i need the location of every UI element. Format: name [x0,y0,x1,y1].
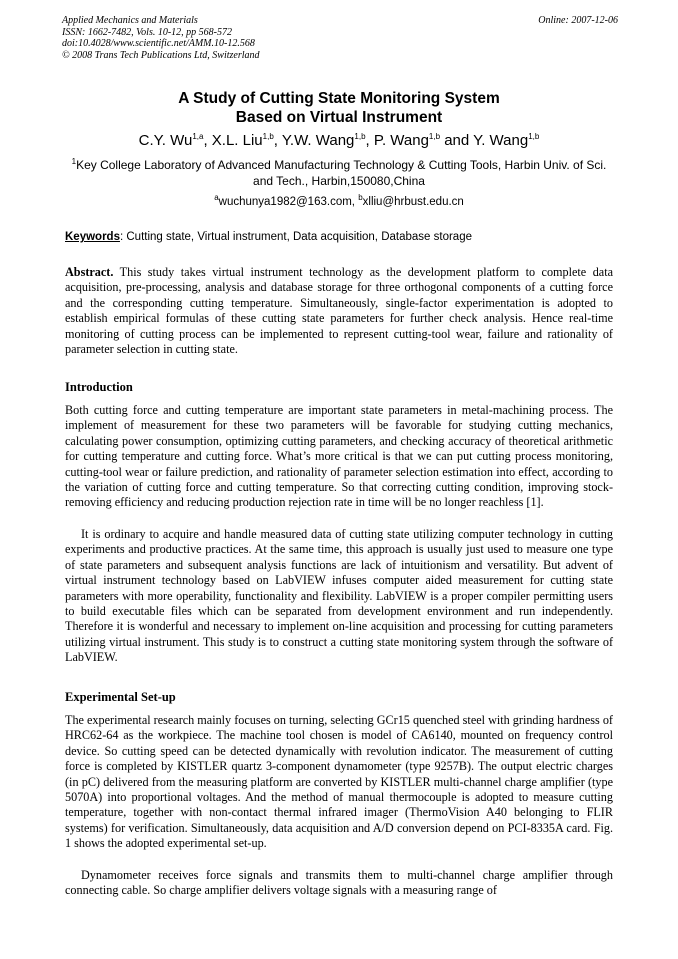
affiliation [66,157,612,189]
email-a-superscript: a [214,193,219,203]
author-name: C.Y. Wu [138,132,193,149]
author-superscript: 1,b [428,132,441,141]
paper-title-line-1: A Study of Cutting State Monitoring System [178,90,500,107]
keywords-label: Keywords [65,231,120,243]
author-name: X.L. Liu [211,132,263,149]
author-superscript: 1,b [354,132,366,141]
journal-header [62,15,618,61]
doi-line: doi:10.4028/www.scientific.net/AMM.10-12.568 [62,38,255,49]
setup-paragraph-1: The experimental research mainly focuses on turning, selecting GCr15 quenched steel with grinding hardness of HRC62-64 as the workpiece. The machine tool chosen is model of CA6140, mounted on frequency control device. So cutting speed can be detected dynamically with revolution indicator. The measurement of cutting force is completed by KISTLER quartz 3-component dynamometer (type 9257B). The output electric charges (in pC) delivered from the measuring platform are converted by KISTLER multi-channel charge amplifier (type 5070A) into proportional voltages. And the method of manual thermocouple is adopted to measure cutting temperature, together with non-contact thermal infrared imager (ThermoVision A40 belonging to FLIR systems) for verification. Simultaneously, data acquisition and A/D conversion depend on PCI-8335A card. Fig. 1 shows the adopted experimental set-up. [65,713,613,851]
introduction-paragraph-1: Both cutting force and cutting temperature are important state parameters in metal-machining process. The implement of measurement for these two parameters will be favorable for studying cutting mechanics, calculating power consumption, optimizing cutting parameters, and checking accuracy of theoretical arithmetic for cutting temperature and cutting force. What’s more critical is that we can put cutting process monitoring, cutting-tool wear or failure prediction, and rationality of parameter selection estimation into effect, according to the variation of cutting force and cutting temperature. So that correcting cutting condition, improving stock-removing efficiency and reducing production rejection rate in time will be no longer reachless [1]. [65,403,613,510]
author-separator: , [273,132,282,149]
keywords-text: Cutting state, Virtual instrument, Data acquisition, Database storage [123,231,472,243]
author-separator: and [440,132,474,149]
paper-title-line-2: Based on Virtual Instrument [235,109,443,126]
author-separator: , [203,132,212,149]
affiliation-text: Key College Laboratory of Advanced Manufacturing Technology & Cutting Tools, Harbin Univ. of Sci. and Tech., Harbin,150080,China [76,158,607,188]
author-name: P. Wang [373,132,429,149]
setup-paragraph-2: Dynamometer receives force signals and transmits them to multi-channel charge amplifier through connecting cable. So charge amplifier delivers voltage signals with a measuring range of [65,868,613,898]
issn-line: ISSN: 1662-7482, Vols. 10-12, pp 568-572 [62,26,232,38]
setup-heading: Experimental Set-up [65,690,176,704]
author-superscript: 1,b [262,132,274,141]
abstract-label: Abstract. [65,265,114,279]
keywords [65,231,615,243]
author-name: Y. Wang [473,132,529,149]
online-date: Online: 2007-12-06 [538,15,618,26]
author-separator: , [365,132,374,149]
author-list [40,132,638,149]
email-a: wuchunya1982@163.com [218,196,352,208]
author-superscript: 1,b [528,132,540,141]
abstract [65,265,613,357]
keywords-colon: : [119,231,124,243]
affiliation-superscript: 1 [71,157,77,166]
email-separator: , [351,196,359,208]
email-b: xlliu@hrbust.edu.cn [362,196,464,208]
author-emails [40,193,638,208]
author-superscript: 1,a [192,132,204,141]
email-b-superscript: b [358,193,363,203]
journal-name: Applied Mechanics and Materials [62,15,198,26]
abstract-text: This study takes virtual instrument technology as the development platform to complete data acquisition, pre-processing, analysis and database storage for three orthogonal components of a cutting force and the corresponding cutting temperature. Simultaneously, single-factor experimentation is adopted to establish empirical formulas of these cutting state parameters for further check analysis. Hence real-time monitoring of cutting process can be implemented to represent cutting-tool wear, failure and rationality of parameter selection in cutting state. [65,265,613,357]
introduction-heading: Introduction [65,380,133,394]
introduction-paragraph-2: It is ordinary to acquire and handle measured data of cutting state utilizing computer technology in cutting experiments and productive practices. At the same time, this approach is usually just used to measure one type of state parameters and subsequent analysis functions are lack of intuitionism and versatility. But advent of virtual instrument technology based on LabVIEW infuses computer aided measurement for cutting state parameters with more operability, functionality and flexibility. LabVIEW is a proper compiler permitting users to build executable files which can be separated from development environment and run independently. Therefore it is wonderful and necessary to implement on-line acquisition and processing for cutting parameters utilizing virtual instrument. This study is to construct a cutting state monitoring system through the software of LabVIEW. [65,527,613,665]
copyright-line: © 2008 Trans Tech Publications Ltd, Switzerland [62,49,260,61]
author-name: Y.W. Wang [281,132,355,149]
